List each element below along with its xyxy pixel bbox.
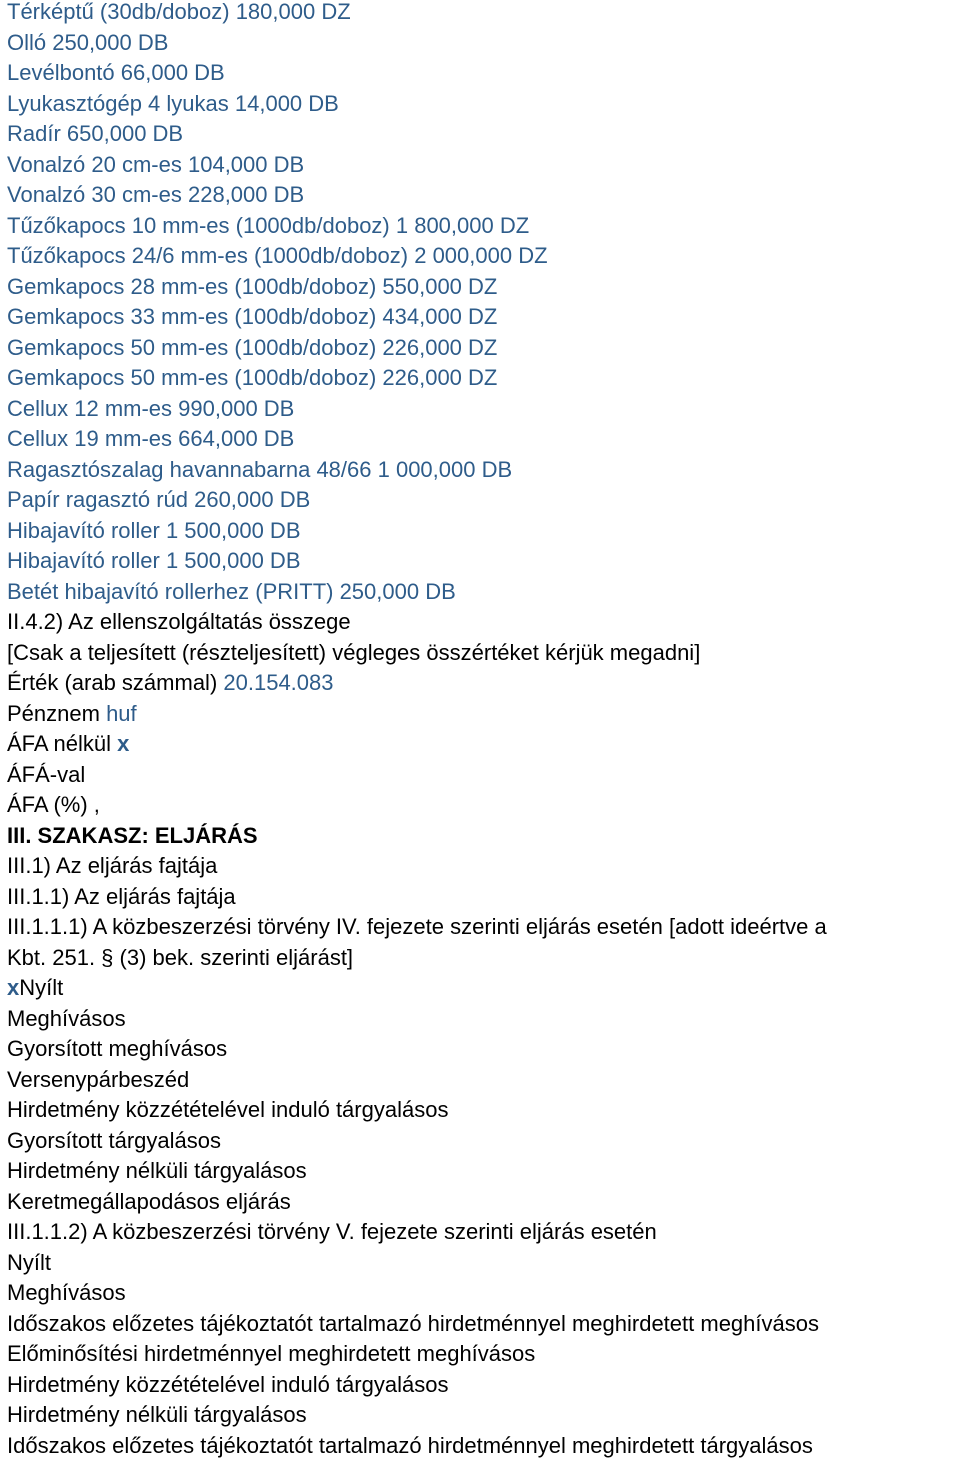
section-iii-1-1-1-heading-cont: Kbt. 251. § (3) bek. szerinti eljárást] [7, 944, 354, 970]
item-line: Cellux 12 mm-es 990,000 DB [7, 395, 295, 421]
section-iii-heading: III. SZAKASZ: ELJÁRÁS [7, 822, 258, 848]
item-line: Tűzőkapocs 24/6 mm-es (1000db/doboz) 2 000,000 DZ [7, 243, 548, 268]
vat-incl-label: ÁFÁ-val [7, 761, 86, 787]
document-body [7, 0, 960, 1461]
item-line: Levélbontó 66,000 DB [7, 60, 225, 85]
vat-rate-label: ÁFA (%) , [7, 792, 100, 817]
vat-excl-checkmark: x [117, 731, 130, 756]
procedure-option: Időszakos előzetes tájékoztatót tartalmazó hirdetménnyel meghirdetett tárgyalásos [7, 1432, 813, 1458]
procedure-option: Hirdetmény közzétételével induló tárgyalásos [7, 1371, 449, 1397]
item-line: Gemkapocs 28 mm-es (100db/doboz) 550,000 DZ [7, 273, 498, 299]
currency-row [7, 699, 960, 730]
item-line: Hibajavító roller 1 500,000 DB [7, 517, 301, 543]
item-line: Vonalzó 20 cm-es 104,000 DB [7, 151, 305, 177]
item-line: Papír ragasztó rúd 260,000 DB [7, 487, 311, 512]
procedure-option: Hirdetmény nélküli tárgyalásos [7, 1402, 307, 1427]
section-iii-1-1-1-heading: III.1.1.1) A közbeszerzési törvény IV. fejezete szerinti eljárás esetén [adott ideértve a [7, 914, 827, 939]
item-line: Ragasztószalag havannabarna 48/66 1 000,000 DB [7, 456, 513, 482]
section-iii-1-heading: III.1) Az eljárás fajtája [7, 853, 218, 878]
procedure-option: Gyorsított meghívásos [7, 1036, 228, 1061]
procedure-option: Meghívásos [7, 1005, 126, 1031]
currency-value: huf [106, 700, 137, 726]
item-line: Olló 250,000 DB [7, 29, 169, 55]
item-line: Térképtű (30db/doboz) 180,000 DZ [7, 0, 351, 24]
item-line: Gemkapocs 50 mm-es (100db/doboz) 226,000 DZ [7, 334, 498, 360]
item-line: Vonalzó 30 cm-es 228,000 DB [7, 182, 305, 207]
procedure-option-selected [7, 973, 960, 1004]
procedure-option: Versenypárbeszéd [7, 1066, 190, 1092]
contract-value: 20.154.083 [223, 670, 334, 695]
item-line: Gemkapocs 50 mm-es (100db/doboz) 226,000 DZ [7, 365, 498, 390]
vat-excl-label: ÁFA nélkül [7, 731, 118, 756]
procedure-option: Gyorsított tárgyalásos [7, 1127, 221, 1153]
currency-label: Pénznem [7, 700, 107, 726]
value-label: Érték (arab számmal) [7, 670, 224, 695]
item-line: Hibajavító roller 1 500,000 DB [7, 548, 301, 573]
vat-excl-row [7, 729, 960, 760]
procedure-option: Keretmegállapodásos eljárás [7, 1188, 291, 1214]
procedure-option: Időszakos előzetes tájékoztatót tartalmazó hirdetménnyel meghirdetett meghívásos [7, 1310, 819, 1336]
value-row [7, 668, 960, 699]
value-note: [Csak a teljesített (részteljesített) végleges összértéket kérjük megadni] [7, 639, 701, 665]
item-line: Gemkapocs 33 mm-es (100db/doboz) 434,000 DZ [7, 304, 498, 329]
section-ii-4-2-heading: II.4.2) Az ellenszolgáltatás összege [7, 609, 351, 634]
section-iii-1-1-heading: III.1.1) Az eljárás fajtája [7, 883, 236, 909]
item-line: Betét hibajavító rollerhez (PRITT) 250,000 DB [7, 578, 456, 604]
procedure-option: Hirdetmény közzétételével induló tárgyalásos [7, 1097, 449, 1122]
procedure-option: Előminősítési hirdetménnyel meghirdetett meghívásos [7, 1341, 536, 1366]
item-line: Tűzőkapocs 10 mm-es (1000db/doboz) 1 800,000 DZ [7, 212, 530, 238]
selected-checkmark: x [7, 975, 20, 1000]
procedure-option: Hirdetmény nélküli tárgyalásos [7, 1158, 307, 1183]
procedure-option-label: Nyílt [19, 975, 64, 1000]
section-iii-1-1-2-heading: III.1.1.2) A közbeszerzési törvény V. fejezete szerinti eljárás esetén [7, 1219, 657, 1244]
item-line: Radír 650,000 DB [7, 121, 184, 146]
item-line: Cellux 19 mm-es 664,000 DB [7, 426, 295, 451]
item-line: Lyukasztógép 4 lyukas 14,000 DB [7, 90, 339, 116]
procedure-option: Meghívásos [7, 1280, 126, 1305]
procedure-option: Nyílt [7, 1249, 51, 1275]
